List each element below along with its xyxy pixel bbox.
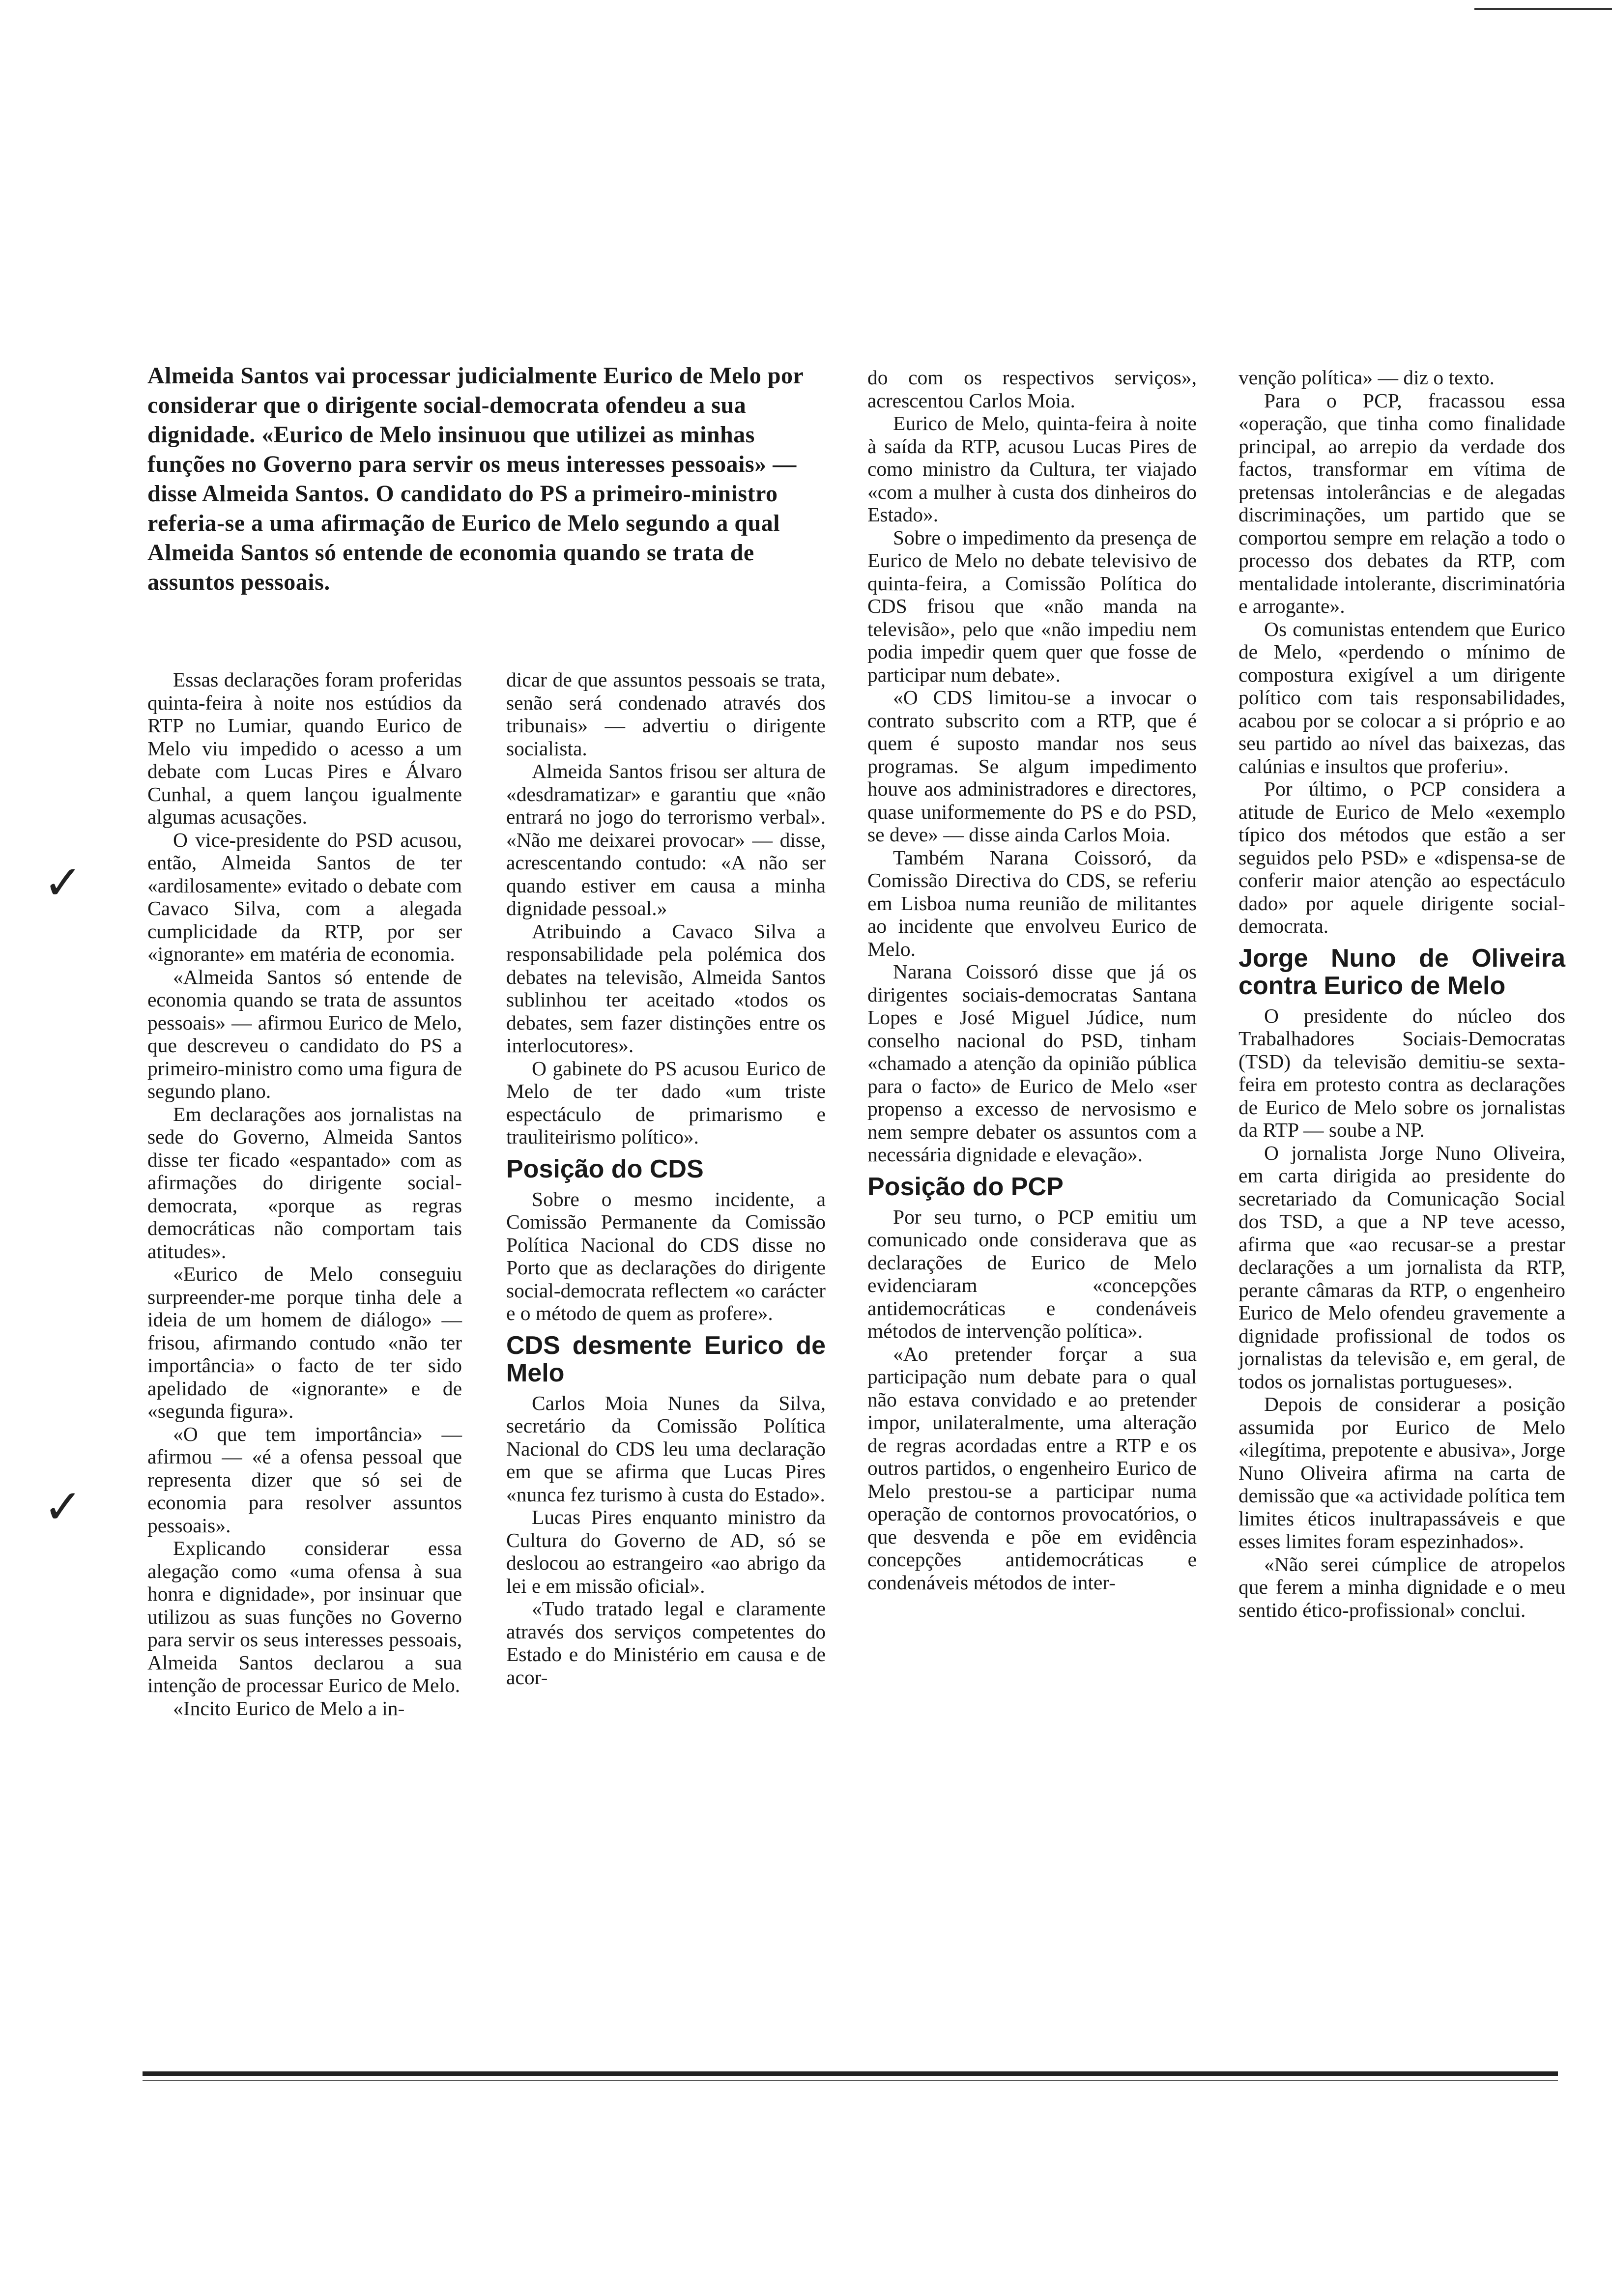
column-1: [147, 668, 462, 1720]
paragraph: Explicando considerar essa alegação como «uma ofensa à sua honra e dignidade», por insinuar que utilizou as suas funções no Governo para servir os seus interesses pessoais, Almeida Santos declarou a sua intenção de processar Eurico de Melo.: [147, 1537, 462, 1696]
subheading-cds-desmente: CDS desmente Eurico de Melo: [506, 1331, 826, 1387]
paragraph: Em declarações aos jornalistas na sede do Governo, Almeida Santos disse ter ficado «espantado» com as afirmações do dirigente social-democrata, «porque as regras democráticas não comportam tais atitudes».: [147, 1102, 462, 1263]
column-3: [867, 366, 1197, 1594]
paragraph: Almeida Santos frisou ser altura de «desdramatizar» e garantiu que «não entrará no jogo do terrorismo verbal». «Não me deixarei provocar» — disse, acrescentando contudo: «A não ser quando estiver em causa a minha dignidade pessoal.»: [506, 760, 826, 919]
article-lead: Almeida Santos vai processar judicialmente Eurico de Melo por considerar que o dirigente social-democrata ofendeu a sua dignidade. «Eurico de Melo insinuou que utilizei as minhas funções no Governo para servir os meus interesses pessoais» — disse Almeida Santos. O candidato do PS a primeiro-ministro referia-se a uma afirmação de Eurico de Melo segundo a qual Almeida Santos só entende de economia quando se trata de assuntos pessoais.: [147, 363, 804, 595]
paragraph: «Eurico de Melo conseguiu surpreender-me porque tinha dele a ideia de um homem de diálogo» — frisou, afirmando contudo «não ter importância» o facto de ter sido apelidado de «ignorante» e de «segunda figura».: [147, 1263, 462, 1422]
paragraph: Eurico de Melo, quinta-feira à noite à saída da RTP, acusou Lucas Pires de como ministro da Cultura, ter viajado «com a mulher à custa dos dinheiros do Estado».: [867, 412, 1197, 526]
paragraph: «Almeida Santos só entende de economia quando se trata de assuntos pessoais» — afirmou Eurico de Melo, que descreveu o candidato do PS a primeiro-ministro como uma figura de segundo plano.: [147, 965, 462, 1102]
paragraph: do com os respectivos serviços», acrescentou Carlos Moia.: [867, 366, 1197, 412]
page-top-rule: [1474, 8, 1612, 10]
paragraph: Por último, o PCP considera a atitude de Eurico de Melo «exemplo típico dos métodos que estão a ser seguidos pelo PSD» e «dispensa-se de conferir maior atenção ao espectáculo dado» por aquele dirigente social-democrata.: [1238, 777, 1565, 937]
paragraph: O vice-presidente do PSD acusou, então, Almeida Santos de ter «ardilosamente» evitado o debate com Cavaco Silva, com a alegada cumplicidade da RTP, por ser «ignorante» em matéria de economia.: [147, 828, 462, 965]
paragraph: Depois de considerar a posição assumida por Eurico de Melo «ilegítima, prepotente e abusiva», Jorge Nuno Oliveira afirma na carta de demissão que «a actividade política tem limites éticos inultrapassáveis e que esses limites foram espezinhados».: [1238, 1393, 1565, 1552]
paragraph: Os comunistas entendem que Eurico de Melo, «perdendo o mínimo de compostura exigível a um dirigente político com tais responsabilidades, acabou por se colocar a si próprio e ao seu partido ao nível das baixezas, das calúnias e insultos que proferiu».: [1238, 617, 1565, 777]
paragraph: Também Narana Coissoró, da Comissão Directiva do CDS, se referiu em Lisboa numa reunião de militantes ao incidente que envolveu Eurico de Melo.: [867, 846, 1197, 960]
subheading-posicao-pcp: Posição do PCP: [867, 1172, 1064, 1201]
paragraph: Carlos Moia Nunes da Silva, secretário da Comissão Política Nacional do CDS leu uma declaração em que se afirma que Lucas Pires «nunca fez turismo à custa do Estado».: [506, 1391, 826, 1506]
paragraph: Para o PCP, fracassou essa «operação, que tinha como finalidade principal, ao arrepio da verdade dos factos, transformar em vítima de pretensas intolerâncias e de alegadas discriminações, um partido que se comportou sempre em relação a todo o processo dos debates da RTP, com mentalidade intolerante, discriminatória e arrogante».: [1238, 389, 1565, 617]
paragraph: O jornalista Jorge Nuno Oliveira, em carta dirigida ao presidente do secretariado da Comunicação Social dos TSD, a que a NP teve acesso, afirma que «ao recusar-se a prestar declarações a um jornalista da RTP, perante câmaras da RTP, o engenheiro Eurico de Melo ofendeu gravemente a dignidade profissional de todos os jornalistas da televisão e, em geral, de todos os jornalistas portugueses».: [1238, 1141, 1565, 1393]
paragraph: «O CDS limitou-se a invocar o contrato subscrito com a RTP, que é quem é suposto mandar nos seus programas. Se algum impedimento houve aos administradores e directores, quase uniformemente do PS e do PSD, se deve» — disse ainda Carlos Moia.: [867, 686, 1197, 846]
column-2: [506, 668, 826, 1689]
paragraph: Sobre o mesmo incidente, a Comissão Permanente da Comissão Política Nacional do CDS disse no Porto que as declarações do dirigente social-democrata reflectem «o carácter e o método de quem as profere».: [506, 1187, 826, 1324]
paragraph: Lucas Pires enquanto ministro da Cultura do Governo de AD, só se deslocou ao estrangeiro «ao abrigo da lei e em missão oficial».: [506, 1506, 826, 1597]
paragraph: dicar de que assuntos pessoais se trata, senão será condenado através dos tribunais» — advertiu o dirigente socialista.: [506, 668, 826, 760]
subheading-posicao-cds: Posição do CDS: [506, 1154, 704, 1183]
margin-check-mark: ✓: [43, 855, 83, 910]
paragraph: «Tudo tratado legal e claramente através dos serviços competentes do Estado e do Ministério em causa e de acor-: [506, 1597, 826, 1689]
paragraph: Essas declarações foram proferidas quinta-feira à noite nos estúdios da RTP no Lumiar, quando Eurico de Melo viu impedido o acesso a um debate com Lucas Pires e Álvaro Cunhal, a quem lançou igualmente algumas acusações.: [147, 668, 462, 828]
paragraph: Atribuindo a Cavaco Silva a responsabilidade pela polémica dos debates na televisão, Almeida Santos sublinhou ter aceitado «todos os debates, sem fazer distinções entre os interlocutores».: [506, 919, 826, 1057]
margin-check-mark: ✓: [43, 1479, 83, 1534]
bottom-rule-thin: [143, 2080, 1558, 2081]
paragraph: O gabinete do PS acusou Eurico de Melo de ter dado «um triste espectáculo de primarismo e trauliteirismo político».: [506, 1057, 826, 1148]
paragraph: «Incito Eurico de Melo a in-: [173, 1696, 405, 1720]
paragraph: «O que tem importância» — afirmou — «é a ofensa pessoal que representa dizer que só sei de economia para resolver assuntos pessoais».: [147, 1422, 462, 1537]
paragraph: «Não serei cúmplice de atropelos que ferem a minha dignidade e o meu sentido ético-profissional» conclui.: [1238, 1552, 1565, 1621]
paragraph: Narana Coissoró disse que já os dirigentes sociais-democratas Santana Lopes e José Miguel Júdice, num conselho nacional do PSD, tinham «chamado a atenção da opinião pública para o facto» de Eurico de Melo «ser propenso a excesso de nervosismo e nem sempre debater os assuntos com a necessária dignidade e elevação».: [867, 960, 1197, 1166]
column-4: [1238, 366, 1565, 1621]
subheading-jorge-nuno: Jorge Nuno de Oliveira contra Eurico de Melo: [1238, 944, 1565, 1000]
paragraph: «Ao pretender forçar a sua participação num debate para o qual não estava convidado e ao pretender impor, unilateralmente, uma alteração de regras acordadas entre a RTP e os outros partidos, o engenheiro Eurico de Melo prestou-se a participar numa operação de contornos provocatórios, o que desvenda e põe em evidência concepções antidemocráticas e condenáveis métodos de inter-: [867, 1342, 1197, 1594]
paragraph: Por seu turno, o PCP emitiu um comunicado onde considerava que as declarações de Eurico de Melo evidenciaram «concepções antidemocráticas e condenáveis métodos de intervenção política».: [867, 1205, 1197, 1342]
paragraph: O presidente do núcleo dos Trabalhadores Sociais-Democratas (TSD) da televisão demitiu-se sexta-feira em protesto contra as declarações de Eurico de Melo sobre os jornalistas da RTP — soube a NP.: [1238, 1004, 1565, 1141]
bottom-rule: [143, 2071, 1558, 2076]
paragraph: venção política» — diz o texto.: [1238, 366, 1495, 389]
paragraph: Sobre o impedimento da presença de Eurico de Melo no debate televisivo de quinta-feira, a Comissão Política do CDS frisou que «não manda na televisão», pelo que «não impediu nem podia impedir quem quer que fosse de participar num debate».: [867, 526, 1197, 686]
